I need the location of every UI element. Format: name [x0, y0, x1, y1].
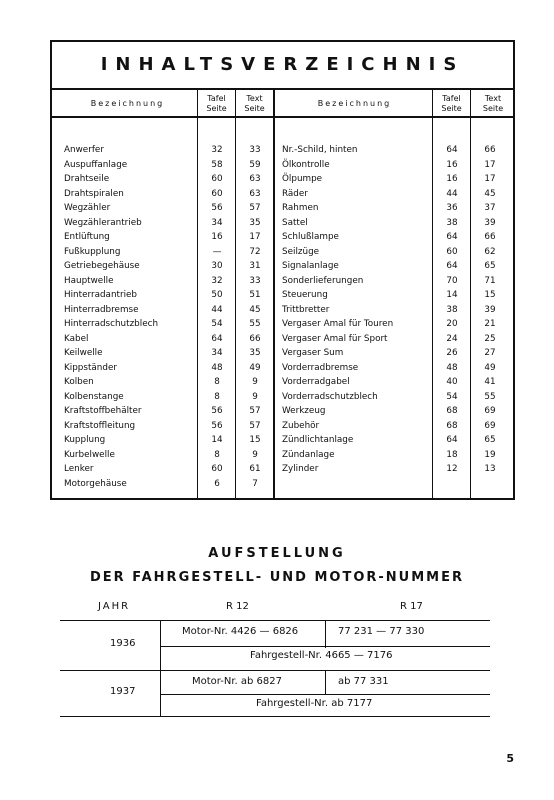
entry-name: Entlüftung: [64, 232, 110, 242]
entry-tafel-page: 20: [446, 319, 458, 329]
entry-text-page: 55: [249, 319, 261, 329]
entry-tafel-page: 56: [211, 420, 223, 431]
entry-text-page: 72: [249, 246, 261, 257]
col-r12: R 12: [226, 601, 249, 612]
entry-text-page: 25: [484, 333, 496, 344]
entry-name: Zündlichtanlage: [282, 435, 354, 445]
entry-tafel-page: 8: [214, 449, 220, 460]
entry-text-page: 66: [484, 232, 496, 242]
entry-name: Vergaser Amal für Touren: [282, 319, 394, 329]
entry-text-page: 66: [249, 333, 261, 344]
aufstellung-title: AUFSTELLUNG: [208, 546, 346, 561]
header-seite-label: Seite: [244, 104, 265, 113]
entry-name: Ölpumpe: [282, 174, 323, 184]
entry-tafel-page: 54: [211, 319, 223, 329]
entry-name: Vorderradbremse: [282, 362, 359, 373]
entry-tafel-page: 68: [446, 406, 458, 416]
entry-text-page: 39: [484, 217, 496, 228]
entry-text-page: 45: [484, 188, 496, 199]
entry-text-page: 69: [484, 420, 496, 431]
entry-name: Wegzähler: [64, 203, 111, 213]
entry-name: Anwerfer: [64, 145, 104, 155]
entry-text-page: 51: [249, 290, 261, 300]
entry-text-page: 57: [249, 406, 261, 416]
entry-tafel-page: 44: [211, 304, 223, 315]
entry-name: Seilzüge: [282, 246, 320, 257]
entry-text-page: 39: [484, 304, 496, 315]
header-seite-label: Seite: [482, 104, 504, 113]
entry-tafel-page: 60: [446, 246, 458, 257]
table-line: [160, 620, 161, 716]
number-table: [60, 598, 490, 716]
entry-text-page: 59: [249, 159, 261, 170]
entry-name: Wegzählerantrieb: [64, 217, 142, 228]
entry-tafel-page: 14: [446, 290, 458, 300]
entry-tafel-page: 48: [446, 362, 458, 373]
entry-name: Hinterradantrieb: [64, 290, 138, 300]
entry-name: Zylinder: [282, 464, 319, 474]
entry-tafel-page: 38: [446, 217, 458, 228]
entry-name: Ölkontrolle: [282, 159, 330, 170]
entry-name: Motorgehäuse: [64, 478, 127, 489]
entry-name: Lenker: [64, 464, 94, 474]
entry-tafel-page: 12: [446, 464, 458, 474]
table-line: [60, 620, 490, 621]
entry-tafel-page: 56: [211, 203, 223, 213]
entry-tafel-page: 6: [214, 478, 220, 489]
year-1936: 1936: [110, 638, 136, 649]
entry-tafel-page: 56: [211, 406, 223, 416]
entry-tafel-page: 64: [446, 145, 458, 155]
entry-tafel-page: 68: [446, 420, 458, 431]
entry-tafel-page: 36: [446, 203, 458, 213]
table-line: [60, 716, 490, 717]
entry-text-page: 9: [252, 449, 258, 460]
entry-tafel-page: 16: [446, 174, 458, 184]
header-tafel-label: Tafel: [442, 94, 461, 103]
entry-name: Vorderradschutzblech: [282, 391, 378, 402]
index-entry: [52, 461, 515, 478]
entry-text-page: 19: [484, 449, 496, 460]
entry-text-page: 41: [484, 377, 496, 387]
table-line: [160, 646, 490, 647]
entry-text-page: 35: [249, 217, 261, 228]
entry-tafel-page: 34: [211, 348, 223, 358]
entry-name: Hinterradschutzblech: [64, 319, 159, 329]
entry-name: Kraftstoffleitung: [64, 420, 136, 431]
table-line: [325, 620, 326, 648]
entry-name: Sonderlieferungen: [282, 275, 364, 286]
header-tafel-label: Tafel: [207, 94, 226, 103]
entry-text-page: 63: [249, 188, 261, 199]
entry-name: Kraftstoffbehälter: [64, 406, 142, 416]
entry-text-page: 15: [249, 435, 261, 445]
entry-name: Keilwelle: [64, 348, 103, 358]
entry-name: Kippständer: [64, 362, 117, 373]
entry-text-page: 15: [484, 290, 496, 300]
entry-text-page: 13: [484, 464, 496, 474]
page-number: 5: [506, 752, 514, 765]
table-line: [160, 694, 490, 695]
entry-tafel-page: 14: [211, 435, 223, 445]
entry-name: Hauptwelle: [64, 275, 114, 286]
table-line: [325, 670, 326, 694]
entry-text-page: 62: [484, 246, 496, 257]
header-seite-label: Seite: [206, 104, 227, 113]
col-r17: R 17: [400, 601, 423, 612]
entry-name: Kupplung: [64, 435, 106, 445]
entry-name: Kabel: [64, 333, 89, 344]
aufstellung-subtitle: DER FAHRGESTELL- UND MOTOR-NUMMER: [90, 570, 464, 585]
entry-text-page: 71: [484, 275, 496, 286]
entry-text-page: 65: [484, 261, 496, 271]
header-text-seite-right: [471, 94, 515, 114]
fahrgestell-1936: Fahrgestell-Nr. 4665 — 7176: [250, 650, 393, 661]
entry-text-page: 57: [249, 203, 261, 213]
motor-r17-1936: 77 231 — 77 330: [338, 626, 425, 637]
entry-text-page: 69: [484, 406, 496, 416]
entry-text-page: 57: [249, 420, 261, 431]
entry-name: Werkzeug: [282, 406, 326, 416]
entry-tafel-page: 64: [211, 333, 223, 344]
entry-name: Zündanlage: [282, 449, 335, 460]
entry-name: Hinterradbremse: [64, 304, 139, 315]
year-1937: 1937: [110, 686, 136, 697]
entry-tafel-page: 64: [446, 232, 458, 242]
index-entry: [52, 476, 515, 493]
col-jahr: JAHR: [98, 601, 131, 612]
entry-name: Räder: [282, 188, 308, 199]
entry-tafel-page: 60: [211, 188, 223, 199]
motor-r12-1937: Motor-Nr. ab 6827: [192, 676, 282, 687]
entry-name: Kolben: [64, 377, 94, 387]
entry-name: Getriebegehäuse: [64, 261, 140, 271]
entry-tafel-page: 44: [446, 188, 458, 199]
header-text-label: Text: [246, 94, 263, 103]
entry-tafel-page: 54: [446, 391, 458, 402]
entry-tafel-page: 16: [211, 232, 223, 242]
entry-text-page: 17: [484, 174, 496, 184]
entry-text-page: 33: [249, 145, 261, 155]
entry-text-page: 33: [249, 275, 261, 286]
entry-name: Trittbretter: [282, 304, 330, 315]
entry-tafel-page: 26: [446, 348, 458, 358]
entry-text-page: 9: [252, 391, 258, 402]
entry-text-page: 49: [484, 362, 496, 373]
header-bezeichnung-right: Bezeichnung: [317, 99, 392, 108]
entry-name: Drahtseile: [64, 174, 110, 184]
entry-tafel-page: 64: [446, 261, 458, 271]
entry-text-page: 49: [249, 362, 261, 373]
entry-name: Rahmen: [282, 203, 319, 213]
entry-tafel-page: 60: [211, 174, 223, 184]
entry-text-page: 55: [484, 391, 496, 402]
entry-tafel-page: 48: [211, 362, 223, 373]
entry-name: Fußkupplung: [64, 246, 121, 257]
fahrgestell-1937: Fahrgestell-Nr. ab 7177: [256, 698, 373, 709]
index-title: INHALTSVERZEICHNIS: [100, 54, 465, 75]
entry-name: Vergaser Sum: [282, 348, 344, 358]
motor-r17-1937: ab 77 331: [338, 676, 389, 687]
entry-text-page: 37: [484, 203, 496, 213]
entry-name: Drahtspiralen: [64, 188, 124, 199]
entry-name: Kolbenstange: [64, 391, 124, 402]
entry-name: Vorderradgabel: [282, 377, 350, 387]
entry-tafel-page: 70: [446, 275, 458, 286]
entry-name: Zubehör: [282, 420, 320, 431]
header-seite-label: Seite: [441, 104, 462, 113]
entry-text-page: 35: [249, 348, 261, 358]
title-divider: [52, 88, 513, 90]
entry-name: Auspuffanlage: [64, 159, 128, 170]
entry-tafel-page: 18: [446, 449, 458, 460]
entry-tafel-page: 16: [446, 159, 458, 170]
entry-tafel-page: 32: [211, 145, 223, 155]
entry-text-page: 63: [249, 174, 261, 184]
entry-tafel-page: 64: [446, 435, 458, 445]
entry-tafel-page: 58: [211, 159, 223, 170]
entry-text-page: 21: [484, 319, 496, 329]
table-line: [60, 670, 490, 671]
entry-tafel-page: 8: [214, 391, 220, 402]
entry-tafel-page: 30: [211, 261, 223, 271]
header-divider: [52, 116, 513, 118]
entry-name: Vergaser Amal für Sport: [282, 333, 388, 344]
entry-name: Sattel: [282, 217, 308, 228]
entry-tafel-page: 8: [214, 377, 220, 387]
entry-tafel-page: 32: [211, 275, 223, 286]
entry-text-page: 65: [484, 435, 496, 445]
entry-tafel-page: 24: [446, 333, 458, 344]
motor-r12-1936: Motor-Nr. 4426 — 6826: [182, 626, 299, 637]
entry-text-page: 17: [484, 159, 496, 170]
entry-tafel-page: 34: [211, 217, 223, 228]
entry-text-page: 7: [252, 478, 258, 489]
header-text-label: Text: [484, 94, 502, 103]
entry-name: Steuerung: [282, 290, 328, 300]
entry-tafel-page: 40: [446, 377, 458, 387]
entry-text-page: 31: [249, 261, 261, 271]
header-bezeichnung-left: Bezeichnung: [90, 99, 165, 108]
entry-text-page: 9: [252, 377, 258, 387]
entry-text-page: 17: [249, 232, 261, 242]
entry-text-page: 45: [249, 304, 261, 315]
entry-text-page: 61: [249, 464, 261, 474]
entry-name: Signalanlage: [282, 261, 339, 271]
entry-tafel-page: 60: [211, 464, 223, 474]
index-frame: [50, 40, 515, 500]
entry-name: Kurbelwelle: [64, 449, 115, 460]
header-text-seite-left: [236, 94, 273, 114]
entry-text-page: 27: [484, 348, 496, 358]
entry-name: Schlußlampe: [282, 232, 339, 242]
header-tafel-seite-left: [198, 94, 235, 114]
entry-tafel-page: 38: [446, 304, 458, 315]
entry-name: Nr.-Schild, hinten: [282, 145, 358, 155]
header-tafel-seite-right: [433, 94, 470, 114]
entry-tafel-page: —: [212, 246, 222, 257]
entry-tafel-page: 50: [211, 290, 223, 300]
entry-text-page: 66: [484, 145, 496, 155]
